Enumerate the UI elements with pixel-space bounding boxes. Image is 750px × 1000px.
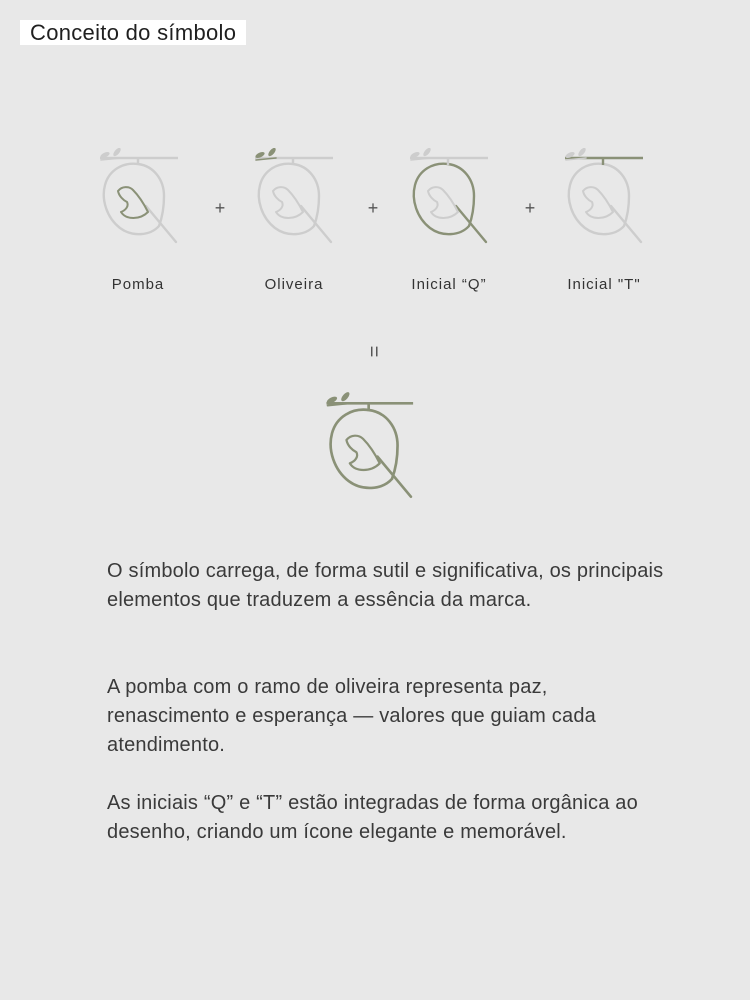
plus-operator: + xyxy=(367,198,379,218)
caption-pomba: Pomba xyxy=(111,276,165,293)
paragraph-initials: As iniciais “Q” e “T” estão integradas de forma orgânica ao desenho, criando um ícone elegante e memorável. xyxy=(107,792,638,843)
caption-inicial-q: Inicial “Q” xyxy=(411,276,487,293)
dove-element-icon xyxy=(96,148,186,252)
page-title: Conceito do símbolo xyxy=(20,20,246,45)
olive-branch-element-icon xyxy=(251,148,341,252)
caption-inicial-t: Inicial "T" xyxy=(567,276,641,293)
t-initial-element-icon xyxy=(561,148,651,252)
paragraph-intro: O símbolo carrega, de forma sutil e significativa, os principais elementos que traduzem a essência da marca. xyxy=(107,560,664,611)
paragraph-dove-olive: A pomba com o ramo de oliveira representa paz, renascimento e esperança — valores que guiam cada atendimento. xyxy=(107,676,596,756)
plus-operator: + xyxy=(524,198,536,218)
plus-operator: + xyxy=(214,198,226,218)
dove-olive-q-t-icon xyxy=(322,392,422,508)
q-initial-element-icon xyxy=(406,148,496,252)
caption-oliveira: Oliveira xyxy=(264,276,324,293)
equals-operator: = xyxy=(362,345,385,358)
